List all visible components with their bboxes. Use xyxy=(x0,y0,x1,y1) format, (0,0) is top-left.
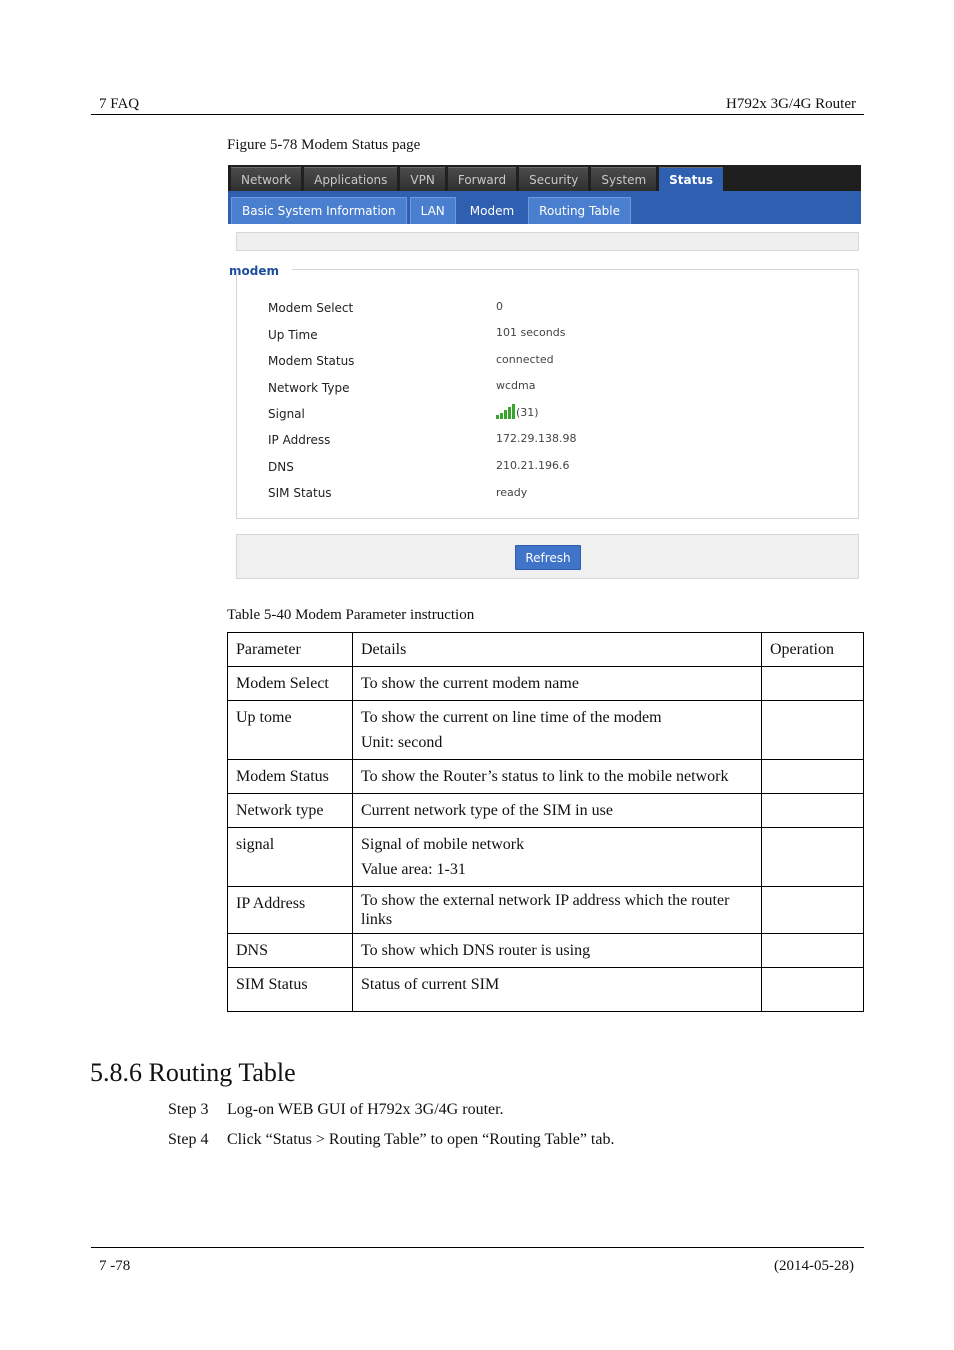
value-dns: 210.21.196.6 xyxy=(496,459,570,472)
nav-tab-applications[interactable]: Applications xyxy=(304,167,397,191)
value-network-type: wcdma xyxy=(496,379,536,392)
refresh-button[interactable]: Refresh xyxy=(515,545,581,570)
table-caption: Table 5-40 Modem Parameter instruction xyxy=(227,607,475,623)
sub-nav-bar xyxy=(228,191,861,224)
sub-tab-routing-table[interactable]: Routing Table xyxy=(528,197,631,224)
page-header-product: H792x 3G/4G Router xyxy=(726,96,856,112)
cell-operation xyxy=(762,794,864,828)
cell-operation xyxy=(762,760,864,794)
table-header-row xyxy=(228,633,864,667)
label-signal: Signal xyxy=(268,407,305,421)
label-modem-select: Modem Select xyxy=(268,301,354,315)
section-heading: 5.8.6 Routing Table xyxy=(90,1058,296,1087)
nav-tab-security[interactable]: Security xyxy=(519,167,588,191)
cell-parameter: SIM Status xyxy=(228,968,353,1012)
sub-tab-lan[interactable]: LAN xyxy=(410,197,456,224)
modem-section-title: modem xyxy=(229,264,279,278)
cell-parameter: Modem Select xyxy=(228,667,353,701)
value-signal xyxy=(496,404,539,419)
cell-operation xyxy=(762,887,864,934)
table-row xyxy=(228,701,864,760)
nav-tab-forward[interactable]: Forward xyxy=(448,167,516,191)
table-row xyxy=(228,968,864,1012)
value-modem-status: connected xyxy=(496,353,554,366)
label-sim-status: SIM Status xyxy=(268,486,332,500)
cell-operation xyxy=(762,667,864,701)
nav-tab-status[interactable]: Status xyxy=(659,167,723,191)
modem-parameter-table xyxy=(227,632,864,1012)
cell-details xyxy=(353,794,762,828)
cell-parameter: Up tome xyxy=(228,701,353,760)
toolbar-strip xyxy=(236,232,859,251)
document-date: (2014-05-28) xyxy=(774,1258,854,1274)
cell-details xyxy=(353,760,762,794)
value-sim-status: ready xyxy=(496,486,528,499)
step-text: Log-on WEB GUI of H792x 3G/4G router. xyxy=(227,1101,504,1118)
cell-parameter: signal xyxy=(228,828,353,887)
nav-tab-vpn[interactable]: VPN xyxy=(400,167,444,191)
label-modem-status: Modem Status xyxy=(268,354,355,368)
details-line: Unit: second xyxy=(361,734,443,751)
top-nav-bar xyxy=(228,165,861,191)
step-text: Click “Status > Routing Table” to open “Routing Table” tab. xyxy=(227,1131,615,1148)
sub-tab-modem[interactable]: Modem xyxy=(459,197,525,224)
cell-operation xyxy=(762,701,864,760)
header-details: Details xyxy=(353,633,762,667)
figure-caption: Figure 5-78 Modem Status page xyxy=(227,137,421,153)
step-item xyxy=(168,1131,614,1149)
footer-rule xyxy=(91,1247,864,1248)
cell-parameter: Network type xyxy=(228,794,353,828)
value-up-time: 101 seconds xyxy=(496,326,566,339)
table-row xyxy=(228,794,864,828)
cell-details xyxy=(353,887,762,934)
nav-tab-system[interactable]: System xyxy=(591,167,656,191)
details-line: To show which DNS router is using xyxy=(361,942,591,959)
label-up-time: Up Time xyxy=(268,328,318,342)
step-number: Step 3 xyxy=(168,1101,209,1118)
sub-tab-basic-system-information[interactable]: Basic System Information xyxy=(231,197,407,224)
cell-parameter: DNS xyxy=(228,934,353,968)
header-rule xyxy=(91,114,864,115)
table-row xyxy=(228,934,864,968)
step-number: Step 4 xyxy=(168,1131,209,1148)
signal-bars-icon xyxy=(496,404,516,419)
table-row xyxy=(228,828,864,887)
cell-operation xyxy=(762,828,864,887)
details-line: To show the Router’s status to link to the mobile network xyxy=(361,768,729,785)
page-header-chapter: 7 FAQ xyxy=(99,96,140,112)
table-row xyxy=(228,760,864,794)
value-modem-select: 0 xyxy=(496,300,503,313)
details-line: To show the external network IP address which the router links xyxy=(361,892,730,928)
label-network-type: Network Type xyxy=(268,381,350,395)
cell-details xyxy=(353,828,762,887)
details-line: To show the current on line time of the modem xyxy=(361,709,662,726)
cell-parameter: IP Address xyxy=(228,887,353,934)
details-line: Status of current SIM xyxy=(361,976,500,993)
label-dns: DNS xyxy=(268,460,294,474)
details-line: Signal of mobile network xyxy=(361,836,525,853)
details-line: Current network type of the SIM in use xyxy=(361,802,613,819)
cell-details xyxy=(353,701,762,760)
value-ip-address: 172.29.138.98 xyxy=(496,432,577,445)
modem-status-screenshot xyxy=(228,165,861,583)
cell-operation xyxy=(762,934,864,968)
label-ip-address: IP Address xyxy=(268,433,331,447)
header-operation: Operation xyxy=(762,633,864,667)
details-line: To show the current modem name xyxy=(361,675,579,692)
table-row xyxy=(228,667,864,701)
cell-parameter: Modem Status xyxy=(228,760,353,794)
nav-tab-network[interactable]: Network xyxy=(231,167,301,191)
cell-details xyxy=(353,667,762,701)
page-number: 7 -78 xyxy=(99,1258,131,1274)
signal-value: (31) xyxy=(516,406,539,419)
step-item xyxy=(168,1101,504,1119)
cell-operation xyxy=(762,968,864,1012)
header-parameter: Parameter xyxy=(228,633,353,667)
cell-details xyxy=(353,934,762,968)
cell-details xyxy=(353,968,762,1012)
table-row xyxy=(228,887,864,934)
details-line: Value area: 1-31 xyxy=(361,861,466,878)
